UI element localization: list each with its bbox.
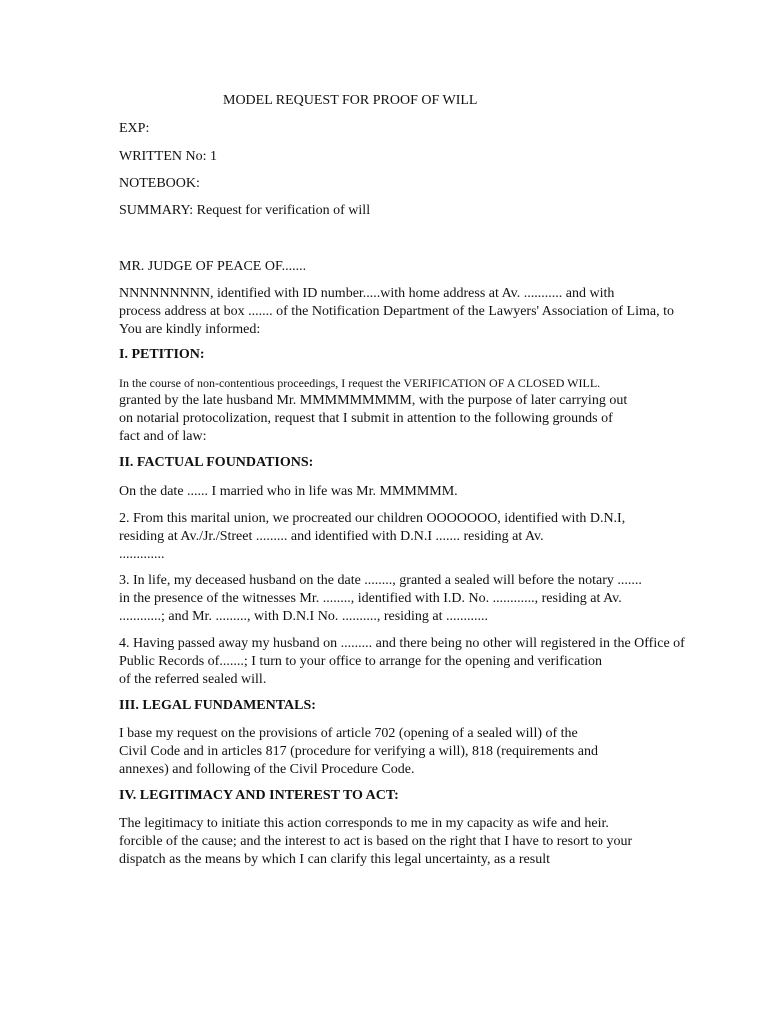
- factual-line: ............; and Mr. ........., with D.N.I No. .........., residing at ............: [119, 609, 489, 624]
- factual-paragraph-1: [119, 483, 719, 501]
- addressee: MR. JUDGE OF PEACE OF.......: [119, 259, 307, 274]
- factual-paragraph-3: [119, 572, 719, 626]
- factual-line: 2. From this marital union, we procreated our children OOOOOOO, identified with D.N.I,: [119, 511, 626, 526]
- factual-paragraph-2: [119, 510, 719, 564]
- petition-line: granted by the late husband Mr. MMMMMMMMM, with the purpose of later carrying out: [119, 393, 628, 408]
- section-heading-legitimacy: IV. LEGITIMACY AND INTEREST TO ACT:: [119, 788, 399, 803]
- factual-line: 4. Having passed away my husband on ......... and there being no other will registered in the Office of: [119, 636, 685, 651]
- intro-line: NNNNNNNNN, identified with ID number.....with home address at Av. ........... and with: [119, 286, 615, 301]
- factual-paragraph-4: [119, 635, 719, 689]
- legal-line: Civil Code and in articles 817 (procedure for verifying a will), 818 (requirements and: [119, 744, 598, 759]
- petition-line: In the course of non-contentious proceedings, I request the VERIFICATION OF A CLOSED WILL.: [119, 376, 601, 390]
- legal-paragraph: [119, 725, 719, 779]
- section-heading-legal: III. LEGAL FUNDAMENTALS:: [119, 698, 316, 713]
- petition-line: on notarial protocolization, request that I submit in attention to the following grounds of: [119, 411, 613, 426]
- factual-line: On the date ...... I married who in life was Mr. MMMMMM.: [119, 484, 458, 499]
- meta-notebook: NOTEBOOK:: [119, 176, 200, 191]
- legitimacy-paragraph: [119, 815, 719, 869]
- legitimacy-line: forcible of the cause; and the interest to act is based on the right that I have to resort to your: [119, 834, 633, 849]
- section-heading-factual: II. FACTUAL FOUNDATIONS:: [119, 455, 314, 470]
- meta-exp: EXP:: [119, 121, 150, 136]
- legitimacy-line: The legitimacy to initiate this action corresponds to me in my capacity as wife and heir.: [119, 816, 609, 831]
- petition-paragraph: [119, 374, 719, 446]
- intro-line: You are kindly informed:: [119, 322, 261, 337]
- meta-summary: SUMMARY: Request for verification of will: [119, 203, 371, 218]
- factual-line: in the presence of the witnesses Mr. ........, identified with I.D. No. ............, residing at Av.: [119, 591, 622, 606]
- factual-line: residing at Av./Jr./Street ......... and identified with D.N.I ....... residing at Av.: [119, 529, 544, 544]
- factual-line: of the referred sealed will.: [119, 672, 267, 687]
- factual-line: .............: [119, 547, 165, 562]
- legal-line: I base my request on the provisions of article 702 (opening of a sealed will) of the: [119, 726, 578, 741]
- intro-line: process address at box ....... of the Notification Department of the Lawyers' Association of Lima, to: [119, 304, 674, 319]
- section-heading-petition: I. PETITION:: [119, 347, 205, 362]
- legal-line: annexes) and following of the Civil Procedure Code.: [119, 762, 415, 777]
- intro-paragraph: [119, 285, 719, 339]
- meta-written-number: WRITTEN No: 1: [119, 149, 217, 164]
- legitimacy-line: dispatch as the means by which I can clarify this legal uncertainty, as a result: [119, 852, 550, 867]
- factual-line: Public Records of.......; I turn to your office to arrange for the opening and verification: [119, 654, 602, 669]
- petition-line: fact and of law:: [119, 429, 207, 444]
- document-title: MODEL REQUEST FOR PROOF OF WILL: [223, 93, 478, 108]
- factual-line: 3. In life, my deceased husband on the date ........, granted a sealed will before the notary .......: [119, 573, 642, 588]
